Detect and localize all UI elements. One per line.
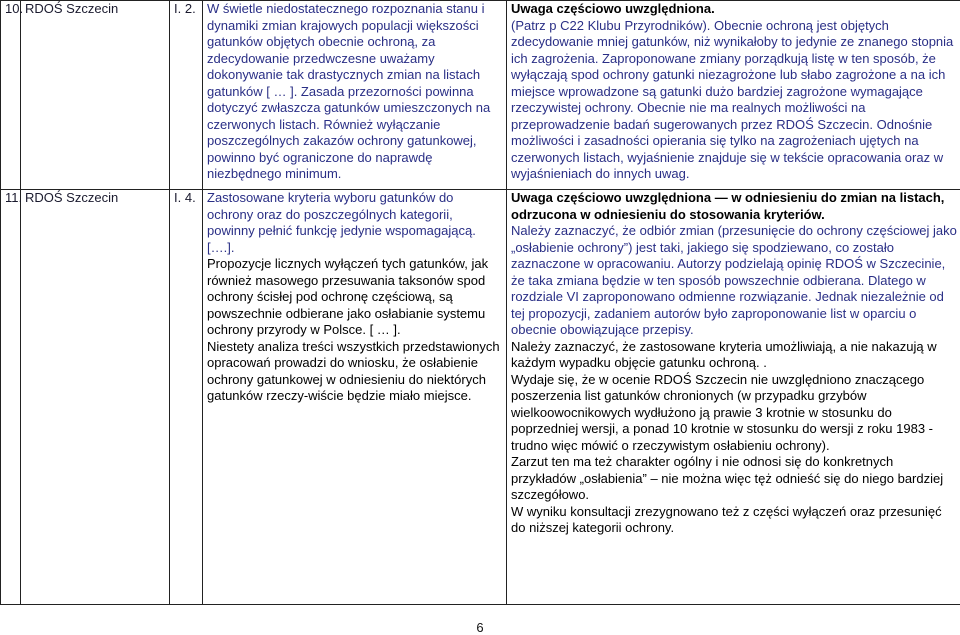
response-cell bbox=[507, 190, 960, 605]
comment-text: W świetle niedostatecznego rozpoznania stanu i dynamiki zmian krajowych populacji większości gatunków objętych obecnie ochroną, za zdecydowanie przedwczesne uważamy dokonywanie tak drastycznych zmian na listach gatunków [ … ]. Zasada przezorności powinna dotyczyć zwłaszcza gatunków umieszczonych na czerwonych listach. Również wyłączanie poszczególnych zakazów ochrony gatunkowej, powinno być ograniczone do naprawdę niezbędnego minimum. bbox=[203, 1, 507, 190]
organization: RDOŚ Szczecin bbox=[21, 1, 170, 190]
response-paragraph: Zarzut ten ma też charakter ogólny i nie odnosi się do konkretnych przykładów „osłabienia” – nie można więc tęż odnieść się do niego bardziej szczegółowo. bbox=[511, 454, 958, 504]
response-heading: Uwaga częściowo uwzględniona — w odniesieniu do zmian na listach, odrzucona w odniesieniu do stosowania kryteriów. bbox=[511, 190, 958, 223]
comment-paragraph: Niestety analiza treści wszystkich przedstawionych opracowań prowadzi do wniosku, że osłabienie ochrony gatunkowej w odniesieniu do niektórych gatunków rzeczy-wiście będzie miało miejsce. bbox=[207, 339, 503, 405]
response-paragraph: Wydaje się, że w ocenie RDOŚ Szczecin nie uwzględniono znaczącego poszerzenia list gatunków chronionych (w przypadku grzybów wielkoowocnikowych wydłużono ją prawie 3 krotnie w stosunku do poprzedniej wersji, a ponad 10 krotnie w stosunku do wersji z roku 1983 - trudno więc mówić o rzeczywistym osłabieniu ochrony). bbox=[511, 372, 958, 455]
response-heading: Uwaga częściowo uwzględniona. bbox=[511, 1, 958, 18]
table-row bbox=[1, 190, 960, 605]
response-paragraph: Należy zaznaczyć, że zastosowane kryteria umożliwiają, a nie nakazują w każdym wypadku objęcie gatunku ochroną. . bbox=[511, 339, 958, 372]
comment-cell bbox=[203, 190, 507, 605]
response-text: (Patrz p C22 Klubu Przyrodników). Obecnie ochroną jest objętych zdecydowanie mniej gatunków, niż wynikałoby to jedynie ze znanego stopnia ich zagrożenia. Zaproponowane zmiany porządkują listę w ten sposób, że wyłączają spod ochrony gatunki niezagrożone lub słabo zagrożone a na ich miejsce wprowadzone są gatunki dużo bardziej zagrożone wymagające rzeczywistej ochrony. Obecnie nie ma realnych możliwości na przeprowadzenie badań sugerowanych przez RDOŚ Szczecin. Odnośnie możliwości i zasadności opierania się tylko na zagrożeniach ujętych na czerwonych listach, wyjaśnienie znajduje się w tekście opracowania oraz w wyjaśnieniach do innych uwag. bbox=[511, 18, 958, 183]
row-number: 10. bbox=[1, 1, 21, 190]
comment-paragraph: Propozycje licznych wyłączeń tych gatunków, jak również masowego przesuwania taksonów spod ochrony ścisłej pod ochronę częściową, są powszechnie odbierane jako osłabianie systemu ochrony przyrody w Polsce. [ … ]. bbox=[207, 256, 503, 339]
row-number: 11. bbox=[1, 190, 21, 605]
reference: I. 4. bbox=[170, 190, 203, 605]
response-cell bbox=[507, 1, 960, 190]
reference: I. 2. bbox=[170, 1, 203, 190]
page-number: 6 bbox=[0, 620, 960, 635]
organization: RDOŚ Szczecin bbox=[21, 190, 170, 605]
comment-paragraph: Zastosowane kryteria wyboru gatunków do ochrony oraz do poszczególnych kategorii, powinny pełnić funkcję jedynie wspomagającą. [….]. bbox=[207, 190, 503, 256]
response-paragraph: Należy zaznaczyć, że odbiór zmian (przesunięcie do ochrony częściowej jako „osłabienie ochrony”) jest taki, jakiego się spodziewano, co zostało zaznaczone w opracowaniu. Autorzy podzielają opinię RDOŚ w Szczecinie, że taka zmiana będzie w ten sposób powszechnie odbierana. Dlatego w rozdziale VI zaproponowano odmienne rozwiązanie. Jednak niezależnie od tej propozycji, zadaniem autorów było zaproponowanie list w oparciu o obecnie obowiązujące przepisy. bbox=[511, 223, 958, 339]
response-paragraph: W wyniku konsultacji zrezygnowano też z części wyłączeń oraz przesunięć do niższej kategorii ochrony. bbox=[511, 504, 958, 537]
table-row bbox=[1, 1, 960, 190]
